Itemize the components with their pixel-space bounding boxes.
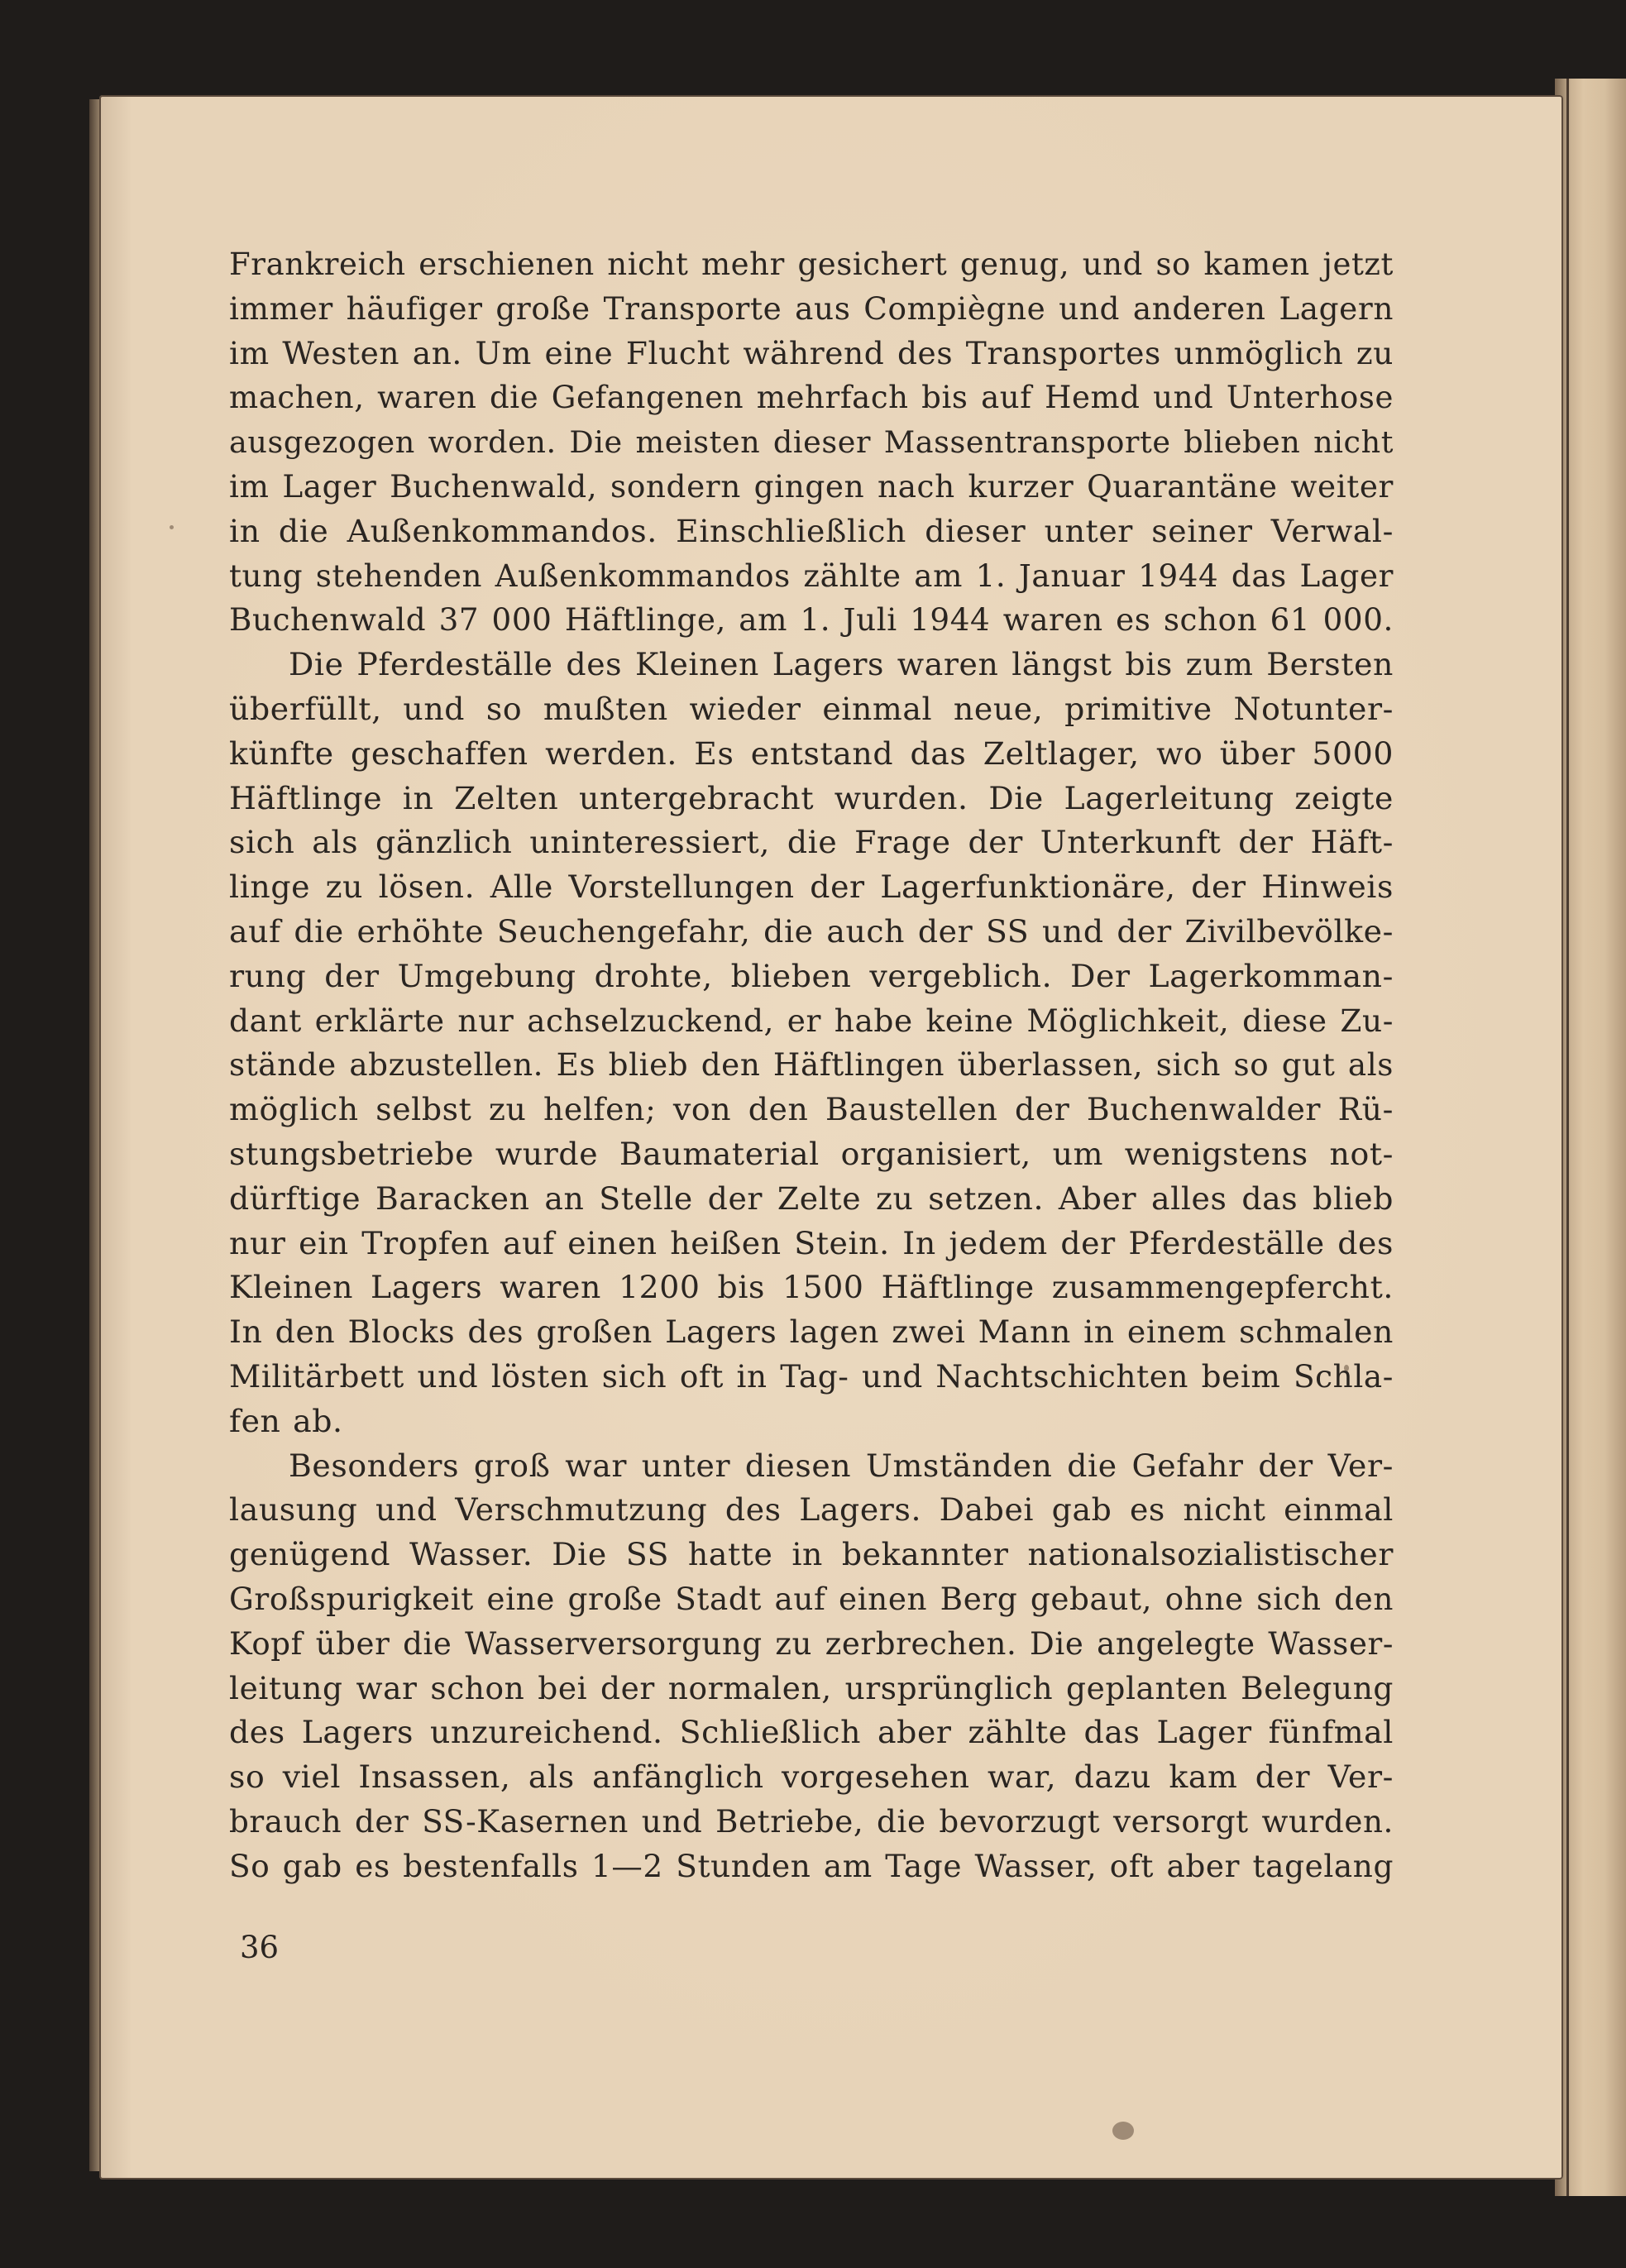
- text-line: künfte geschaffen werden. Es entstand das Zeltlager, wo über 5000: [229, 734, 1394, 772]
- text-line: im Lager Buchenwald, sondern gingen nach kurzer Quarantäne weiter: [229, 467, 1394, 505]
- text-line: leitung war schon bei der normalen, ursprünglich geplanten Belegung: [229, 1669, 1394, 1706]
- text-line: des Lagers unzureichend. Schließlich aber zählte das Lager fünfmal: [229, 1714, 1394, 1751]
- page-number: 36: [240, 1930, 280, 1965]
- text-line: Häftlinge in Zelten untergebracht wurden. Die Lagerleitung zeigte: [229, 779, 1394, 816]
- text-line: Die Pferdeställe des Kleinen Lagers waren längst bis zum Bersten: [289, 646, 1394, 683]
- text-line: überfüllt, und so mußten wieder einmal neue, primitive Notunter-: [229, 690, 1394, 727]
- text-line: Kopf über die Wasserversorgung zu zerbrechen. Die angelegte Wasser-: [229, 1625, 1394, 1662]
- text-line: rung der Umgebung drohte, blieben vergeblich. Der Lagerkomman-: [229, 957, 1394, 994]
- text-line: Kleinen Lagers waren 1200 bis 1500 Häftlinge zusammengepfercht.: [229, 1269, 1394, 1306]
- text-line: So gab es bestenfalls 1—2 Stunden am Tage Wasser, oft aber tagelang: [229, 1847, 1394, 1884]
- text-line: Buchenwald 37 000 Häftlinge, am 1. Juli 1944 waren es schon 61 000.: [229, 601, 1394, 639]
- text-line: Militärbett und lösten sich oft in Tag- und Nachtschichten beim Schla-: [229, 1357, 1394, 1395]
- text-line: In den Blocks des großen Lagers lagen zwei Mann in einem schmalen: [229, 1313, 1394, 1351]
- text-line: möglich selbst zu helfen; von den Baustellen der Buchenwalder Rü-: [229, 1091, 1394, 1128]
- text-line: brauch der SS-Kasernen und Betriebe, die bevorzugt versorgt wurden.: [229, 1802, 1394, 1840]
- text-line: stände abzustellen. Es blieb den Häftlingen überlassen, sich so gut als: [229, 1046, 1394, 1084]
- text-line: Besonders groß war unter diesen Umständen die Gefahr der Ver-: [289, 1447, 1394, 1484]
- book-spine: [1555, 79, 1626, 2196]
- text-line: linge zu lösen. Alle Vorstellungen der Lagerfunktionäre, der Hinweis: [229, 868, 1394, 906]
- text-line: Großspurigkeit eine große Stadt auf einen Berg gebaut, ohne sich den: [229, 1580, 1394, 1617]
- text-line: so viel Insassen, als anfänglich vorgesehen war, dazu kam der Ver-: [229, 1758, 1394, 1796]
- text-line: lausung und Verschmutzung des Lagers. Dabei gab es nicht einmal: [229, 1491, 1394, 1529]
- text-line: im Westen an. Um eine Flucht während des Transportes unmöglich zu: [229, 334, 1394, 371]
- text-line: nur ein Tropfen auf einen heißen Stein. In jedem der Pferdeställe des: [229, 1224, 1394, 1261]
- text-line: in die Außenkommandos. Einschließlich dieser unter seiner Verwal-: [229, 512, 1394, 549]
- text-line: fen ab.: [229, 1402, 343, 1439]
- spine-shadow-line: [1566, 79, 1569, 2196]
- text-line: Frankreich erschienen nicht mehr gesichert genug, und so kamen jetzt: [229, 246, 1394, 282]
- text-line: sich als gänzlich uninteressiert, die Frage der Unterkunft der Häft-: [229, 824, 1394, 861]
- paper-speck: [170, 525, 174, 529]
- text-line: genügend Wasser. Die SS hatte in bekannter nationalsozialistischer: [229, 1536, 1394, 1573]
- text-line: immer häufiger große Transporte aus Compiègne und anderen Lagern: [229, 289, 1394, 327]
- text-line: stungsbetriebe wurde Baumaterial organisiert, um wenigstens not-: [229, 1135, 1394, 1172]
- text-line: ausgezogen worden. Die meisten dieser Massentransporte blieben nicht: [229, 424, 1394, 461]
- body-text: [229, 242, 1394, 1888]
- text-line: dant erklärte nur achselzuckend, er habe keine Möglichkeit, diese Zu-: [229, 1002, 1394, 1039]
- text-line: machen, waren die Gefangenen mehrfach bis auf Hemd und Unterhose: [229, 380, 1394, 416]
- text-line: auf die erhöhte Seuchengefahr, die auch der SS und der Zivilbevölke-: [229, 912, 1394, 950]
- text-line: dürftige Baracken an Stelle der Zelte zu setzen. Aber alles das blieb: [229, 1179, 1394, 1217]
- paper-stain: [1112, 2122, 1134, 2140]
- text-line: tung stehenden Außenkommandos zählte am 1. Januar 1944 das Lager: [229, 557, 1394, 594]
